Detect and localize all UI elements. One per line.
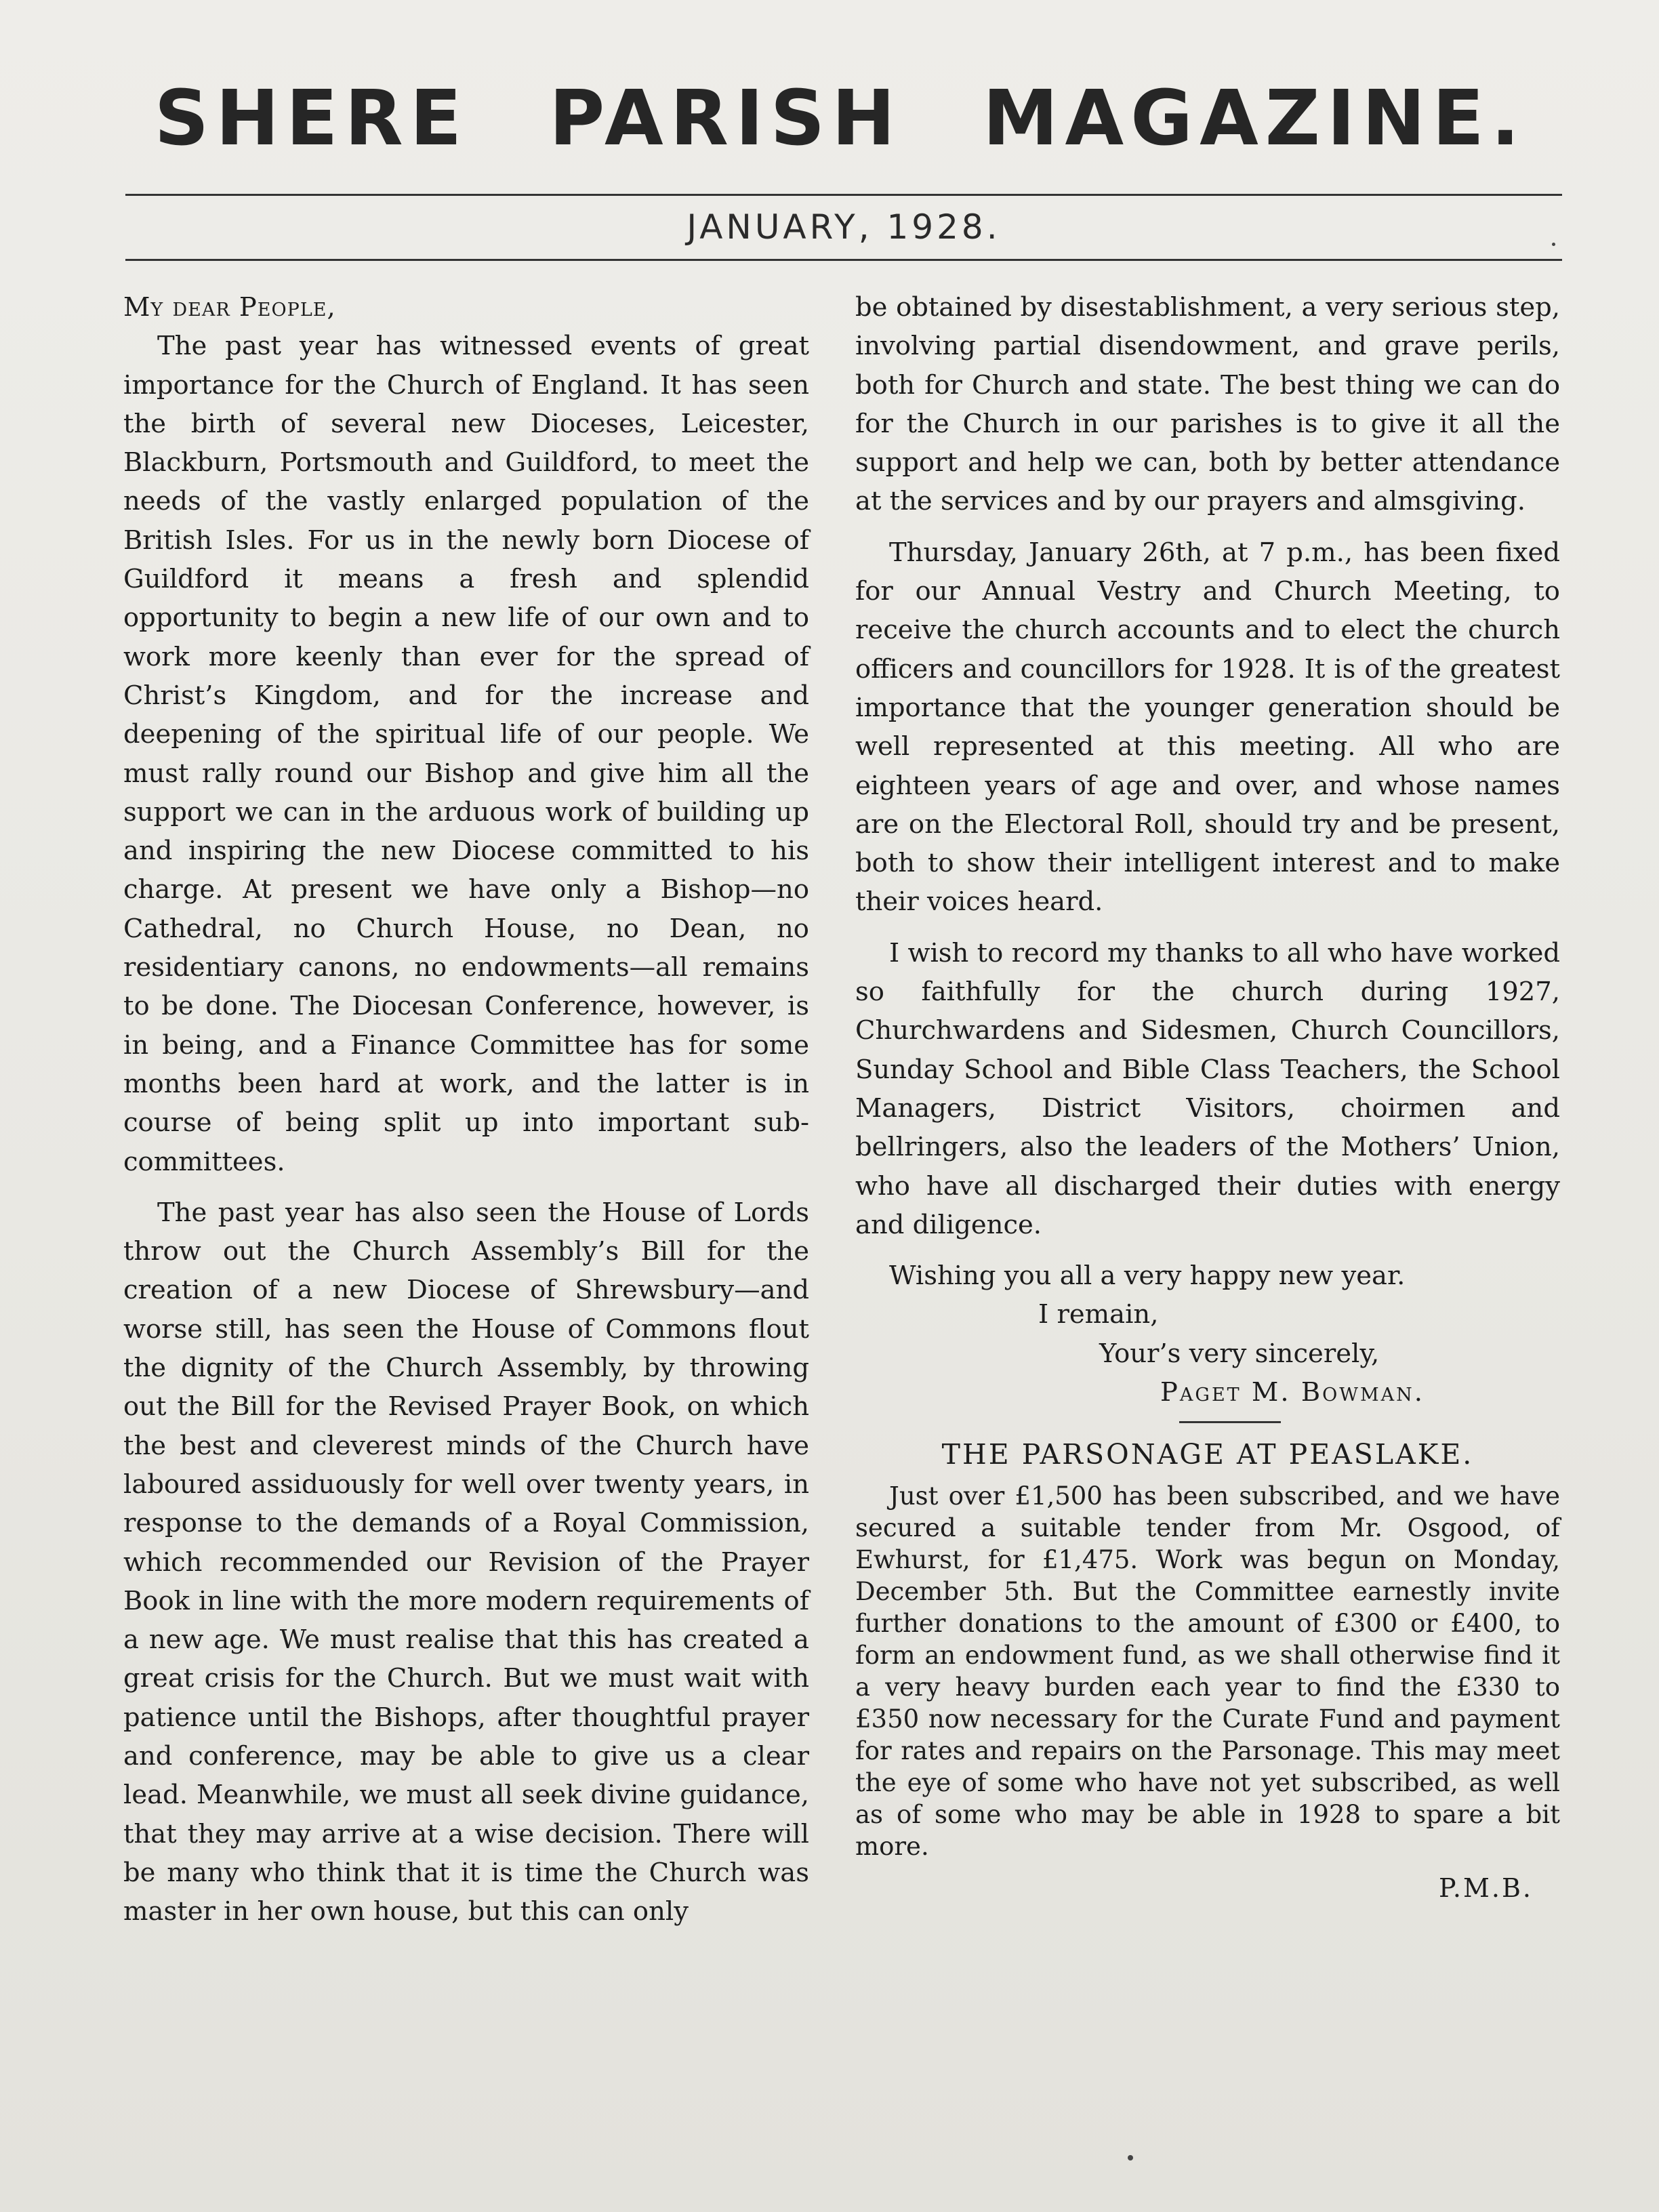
- left-column: [123, 288, 809, 1931]
- parsonage-body: Just over £1,500 has been subscribed, and we have secured a suitable tender from Mr. Osgood, of Ewhurst, for £1,475. Work was begun on Monday, December 5th. But the Committee earnestly invite further donations to the amount of £300 or £400, to form an endowment fund, as we shall otherwise find it a very heavy burden each year to find the £330 to £350 now necessary for the Curate Fund and payment for rates and repairs on the Parsonage. This may meet the eye of some who have not yet subscribed, as well as of some who may be able in 1928 to spare a bit more.: [855, 1481, 1560, 1861]
- letter-paragraph-5: Wishing you all a very happy new year.: [889, 1261, 1406, 1292]
- letter-paragraph-2: The past year has also seen the House of Lords throw out the Church Assembly’s Bill for the creation of a new Diocese of Shrewsbury—and worse still, has seen the House of Commons flout the dignity of the Church Assembly, by throwing out the Bill for the Revised Prayer Book, on which the best and cleverest minds of the Church have laboured assiduously for well over twenty years, in response to the demands of a Royal Commission, which recommended our Revision of the Prayer Book in line with the more modern requirements of a new age. We must realise that this has created a great crisis for the Church. But we must wait with patience until the Bishops, after thoughtful prayer and conference, may be able to give us a clear lead. Meanwhile, we must all seek divine guidance, that they may arrive at a wise decision. There will be many who think that it is time the Church was master in her own house, but this can only: [123, 1197, 809, 1927]
- letter-paragraph-3: Thursday, January 26th, at 7 p.m., has been fixed for our Annual Vestry and Church Meeting, to receive the church accounts and to elect the church officers and councillors for 1928. It is of the greatest importance that the younger generation should be well represented at this meeting. All who are eighteen years of age and over, and whose names are on the Electoral Roll, should try and be present, both to show their intelligent interest and to make their voices heard.: [855, 537, 1560, 918]
- right-column: [855, 288, 1560, 1908]
- parsonage-heading: THE PARSONAGE AT PEASLAKE.: [941, 1438, 1474, 1471]
- parsonage-initials: P.M.B.: [1439, 1872, 1533, 1903]
- letter-paragraph-4: I wish to record my thanks to all who have worked so faithfully for the church during 1927, Churchwardens and Sidesmen, Church Councillors, Sunday School and Bible Class Teachers, the School Managers, District Visitors, choirmen and bellringers, also the leaders of the Mothers’ Union, who have all discharged their duties with energy and diligence.: [855, 937, 1560, 1240]
- paper-speck: [1552, 243, 1555, 246]
- issue-date: JANUARY, 1928.: [687, 207, 1001, 247]
- letter-salutation: My dear People,: [123, 292, 336, 323]
- paper-speck: [1128, 2155, 1133, 2160]
- closing-yours: Your’s very sincerely,: [1099, 1338, 1380, 1369]
- masthead-rule-top: [125, 194, 1562, 196]
- letter-paragraph-1: The past year has witnessed events of great importance for the Church of England. It has seen the birth of several new Dioceses, Leicester, Blackburn, Portsmouth and Guildford, to meet the needs of the vastly enlarged population of the British Isles. For us in the newly born Diocese of Guildford it means a fresh and splendid opportunity to begin a new life of our own and to work more keenly than ever for the spread of Christ’s Kingdom, and for the increase and deepening of the spiritual life of our people. We must rally round our Bishop and give him all the support we can in the arduous work of building up and inspiring the new Diocese committed to his charge. At present we have only a Bishop—no Cathedral, no Church House, no Dean, no residentiary canons, no endowments—all remains to be done. The Diocesan Conference, however, is in being, and a Finance Committee has for some months been hard at work, and the latter is in course of being split up into important sub-committees.: [123, 331, 809, 1177]
- letter-signature: Paget M. Bowman.: [1160, 1377, 1425, 1408]
- masthead-rule-bottom: [125, 259, 1562, 261]
- masthead-title: SHERE PARISH MAGAZINE.: [154, 75, 1527, 163]
- letter-paragraph-2-continued: be obtained by disestablishment, a very serious step, involving partial disendowment, and grave perils, both for Church and state. The best thing we can do for the Church in our parishes is to give it all the support and help we can, both by better attendance at the services and by our prayers and almsgiving.: [855, 292, 1560, 517]
- closing-remain: I remain,: [1038, 1299, 1159, 1330]
- section-divider: [1179, 1421, 1281, 1423]
